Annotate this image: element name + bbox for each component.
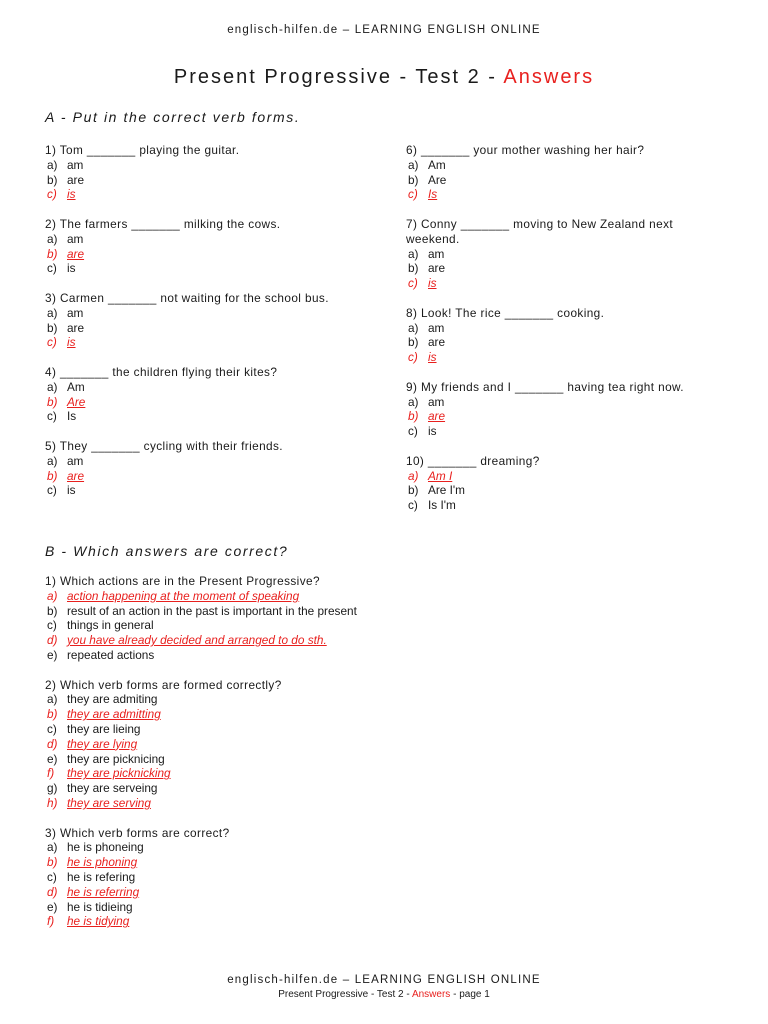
- option-letter: c): [47, 261, 57, 276]
- correct-answer-option: [406, 350, 726, 365]
- option-text: am: [428, 394, 445, 409]
- question-text: 6) _______ your mother washing her hair?: [406, 143, 645, 157]
- answer-option: [45, 752, 725, 767]
- option-text: you have already decided and arranged to do sth.: [67, 633, 327, 648]
- correct-answer-option: [45, 247, 365, 262]
- option-text: is: [428, 276, 437, 291]
- option-text: action happening at the moment of speaking: [67, 588, 300, 603]
- option-letter: b): [408, 172, 419, 187]
- option-letter: a): [47, 305, 58, 320]
- option-text: am: [67, 231, 84, 246]
- option-text: he is referring: [67, 884, 140, 899]
- option-text: he is tidying: [67, 914, 130, 929]
- question: [45, 143, 365, 202]
- option-text: Am: [428, 157, 446, 172]
- footer-answers: Answers: [411, 989, 451, 1000]
- option-letter: a): [47, 379, 58, 394]
- option-text: Is: [67, 409, 77, 424]
- question-text: 1) Which actions are in the Present Progressive?: [45, 574, 320, 588]
- option-text: are: [428, 335, 446, 350]
- section-a-right-column: [406, 143, 726, 528]
- option-letter: a): [408, 157, 419, 172]
- answer-option: [45, 158, 365, 173]
- answer-option: [45, 840, 725, 855]
- option-text: repeated actions: [67, 647, 155, 662]
- option-letter: b): [408, 483, 419, 498]
- correct-answer-option: [45, 589, 725, 604]
- question-text: 3) Carmen _______ not waiting for the school bus.: [45, 290, 329, 305]
- question: [45, 217, 365, 276]
- option-text: result of an action in the past is important in the present: [67, 603, 357, 618]
- question: [406, 217, 726, 291]
- answer-option: [406, 247, 726, 262]
- option-text: Is I'm: [428, 498, 456, 513]
- correct-answer-option: [45, 633, 725, 648]
- option-letter: b): [47, 394, 58, 409]
- option-text: is: [67, 261, 76, 276]
- title-main: Present Progressive - Test 2 -: [173, 66, 504, 88]
- correct-answer-option: [406, 187, 726, 202]
- answer-option: [45, 692, 725, 707]
- correct-answer-option: [45, 737, 725, 752]
- option-text: he is phoneing: [67, 840, 144, 855]
- section-a-heading: A - Put in the correct verb forms.: [45, 109, 301, 125]
- answer-option: [45, 409, 365, 424]
- answer-option: [45, 380, 365, 395]
- correct-answer-option: [45, 187, 365, 202]
- option-letter: b): [47, 468, 58, 483]
- option-letter: c): [47, 335, 57, 350]
- option-text: are: [428, 261, 446, 276]
- option-text: am: [428, 320, 445, 335]
- question: [45, 826, 725, 930]
- option-letter: a): [408, 320, 419, 335]
- option-text: is: [428, 350, 437, 365]
- option-text: is: [67, 483, 76, 498]
- option-letter: a): [408, 394, 419, 409]
- option-text: they are admitting: [67, 707, 161, 722]
- answer-option: [45, 454, 365, 469]
- option-letter: a): [47, 231, 58, 246]
- question: [45, 291, 365, 350]
- option-text: they are serving: [67, 795, 151, 810]
- option-text: things in general: [67, 618, 154, 633]
- answer-option: [45, 722, 725, 737]
- option-letter: f): [47, 914, 55, 929]
- option-letter: h): [47, 795, 58, 810]
- option-text: Are: [67, 394, 86, 409]
- option-letter: g): [47, 781, 58, 796]
- option-text: they are picknicing: [67, 751, 165, 766]
- option-text: am: [67, 157, 84, 172]
- option-text: is: [67, 187, 76, 202]
- footer-site: englisch-hilfen.de – LEARNING ENGLISH ONLINE: [227, 974, 541, 986]
- correct-answer-option: [45, 914, 725, 929]
- question-text: 2) Which verb forms are formed correctly?: [45, 677, 282, 692]
- answer-option: [45, 781, 725, 796]
- option-text: is: [67, 335, 76, 350]
- option-text: they are admiting: [67, 692, 158, 707]
- option-text: Am I: [428, 468, 453, 483]
- option-letter: a): [47, 157, 58, 172]
- option-letter: b): [47, 172, 58, 187]
- option-text: are: [428, 409, 446, 424]
- option-letter: c): [47, 721, 57, 736]
- option-text: are: [67, 468, 85, 483]
- answer-option: [45, 618, 725, 633]
- answer-option: [45, 261, 365, 276]
- option-letter: d): [47, 633, 58, 648]
- option-text: am: [428, 246, 445, 261]
- answer-option: [406, 424, 726, 439]
- answer-option: [406, 261, 726, 276]
- question: [45, 439, 365, 498]
- answer-option: [45, 306, 365, 321]
- correct-answer-option: [406, 409, 726, 424]
- option-letter: a): [47, 692, 58, 707]
- footer-page-number: - page 1: [450, 989, 490, 1000]
- answer-option: [45, 648, 725, 663]
- option-letter: f): [47, 766, 55, 781]
- option-text: they are picknicking: [67, 766, 171, 781]
- option-letter: b): [47, 246, 58, 261]
- question: [45, 678, 725, 811]
- correct-answer-option: [406, 469, 726, 484]
- answer-option: [406, 158, 726, 173]
- option-text: he is phoning: [67, 855, 138, 870]
- option-text: Am: [67, 379, 85, 394]
- answer-option: [406, 395, 726, 410]
- answer-option: [45, 232, 365, 247]
- option-text: Is: [428, 187, 438, 202]
- correct-answer-option: [45, 766, 725, 781]
- question-text: 9) My friends and I _______ having tea right now.: [406, 379, 684, 394]
- footer-page-info: [0, 989, 768, 1000]
- question: [406, 454, 726, 513]
- answer-option: [45, 604, 725, 619]
- option-letter: a): [47, 453, 58, 468]
- footer-test-name: Present Progressive - Test 2 -: [278, 989, 412, 1000]
- option-letter: c): [408, 498, 418, 513]
- question: [45, 574, 725, 663]
- answer-option: [45, 870, 725, 885]
- option-letter: a): [47, 588, 58, 603]
- answer-option: [406, 483, 726, 498]
- section-b-column: [45, 574, 725, 944]
- correct-answer-option: [406, 276, 726, 291]
- option-letter: c): [47, 869, 57, 884]
- option-letter: c): [47, 483, 57, 498]
- correct-answer-option: [45, 855, 725, 870]
- option-text: they are lieing: [67, 721, 141, 736]
- answer-option: [406, 335, 726, 350]
- option-letter: b): [408, 261, 419, 276]
- page-title: [0, 66, 768, 89]
- option-letter: c): [408, 187, 418, 202]
- answer-option: [406, 173, 726, 188]
- option-letter: e): [47, 751, 58, 766]
- option-letter: c): [47, 187, 57, 202]
- option-letter: d): [47, 736, 58, 751]
- option-letter: a): [408, 468, 419, 483]
- correct-answer-option: [45, 395, 365, 410]
- question: [406, 380, 726, 439]
- option-letter: c): [47, 409, 57, 424]
- option-letter: c): [408, 424, 418, 439]
- question-text: 8) Look! The rice _______ cooking.: [406, 305, 605, 320]
- question: [45, 365, 365, 424]
- correct-answer-option: [45, 469, 365, 484]
- option-text: are: [67, 320, 85, 335]
- option-letter: e): [47, 899, 58, 914]
- question-text: 1) Tom _______ playing the guitar.: [45, 143, 240, 157]
- correct-answer-option: [45, 335, 365, 350]
- question-text: 7) Conny _______ moving to New Zealand next weekend.: [406, 216, 674, 246]
- option-text: Are I'm: [428, 483, 465, 498]
- answer-option: [45, 321, 365, 336]
- option-text: they are lying: [67, 736, 138, 751]
- answer-option: [45, 900, 725, 915]
- option-letter: b): [47, 603, 58, 618]
- correct-answer-option: [45, 707, 725, 722]
- option-text: is: [428, 424, 437, 439]
- option-text: are: [67, 246, 85, 261]
- option-letter: b): [408, 335, 419, 350]
- option-letter: e): [47, 647, 58, 662]
- option-text: he is refering: [67, 869, 136, 884]
- answer-option: [406, 321, 726, 336]
- answer-option: [45, 173, 365, 188]
- option-letter: a): [408, 246, 419, 261]
- question-text: 5) They _______ cycling with their friends.: [45, 438, 283, 453]
- question-text: 3) Which verb forms are correct?: [45, 825, 230, 840]
- option-letter: a): [47, 840, 58, 855]
- question-text: 10) _______ dreaming?: [406, 453, 540, 468]
- correct-answer-option: [45, 796, 725, 811]
- option-letter: c): [47, 618, 57, 633]
- page-header: englisch-hilfen.de – LEARNING ENGLISH ONLINE: [227, 24, 541, 36]
- answer-option: [45, 483, 365, 498]
- option-letter: d): [47, 884, 58, 899]
- question: [406, 306, 726, 365]
- question-text: 4) _______ the children flying their kites?: [45, 364, 278, 379]
- option-letter: b): [47, 855, 58, 870]
- title-answers: Answers: [503, 66, 595, 88]
- section-a-left-column: [45, 143, 365, 513]
- option-text: are: [67, 172, 85, 187]
- option-text: am: [67, 305, 84, 320]
- question-text: 2) The farmers _______ milking the cows.: [45, 216, 281, 231]
- option-text: they are serveing: [67, 781, 158, 796]
- option-letter: c): [408, 276, 418, 291]
- question: [406, 143, 726, 202]
- answer-option: [406, 498, 726, 513]
- correct-answer-option: [45, 885, 725, 900]
- option-text: he is tidieing: [67, 899, 133, 914]
- option-letter: b): [408, 409, 419, 424]
- option-text: am: [67, 453, 84, 468]
- option-letter: b): [47, 320, 58, 335]
- section-b-heading: B - Which answers are correct?: [45, 543, 289, 559]
- option-letter: c): [408, 350, 418, 365]
- option-text: Are: [428, 172, 447, 187]
- option-letter: b): [47, 707, 58, 722]
